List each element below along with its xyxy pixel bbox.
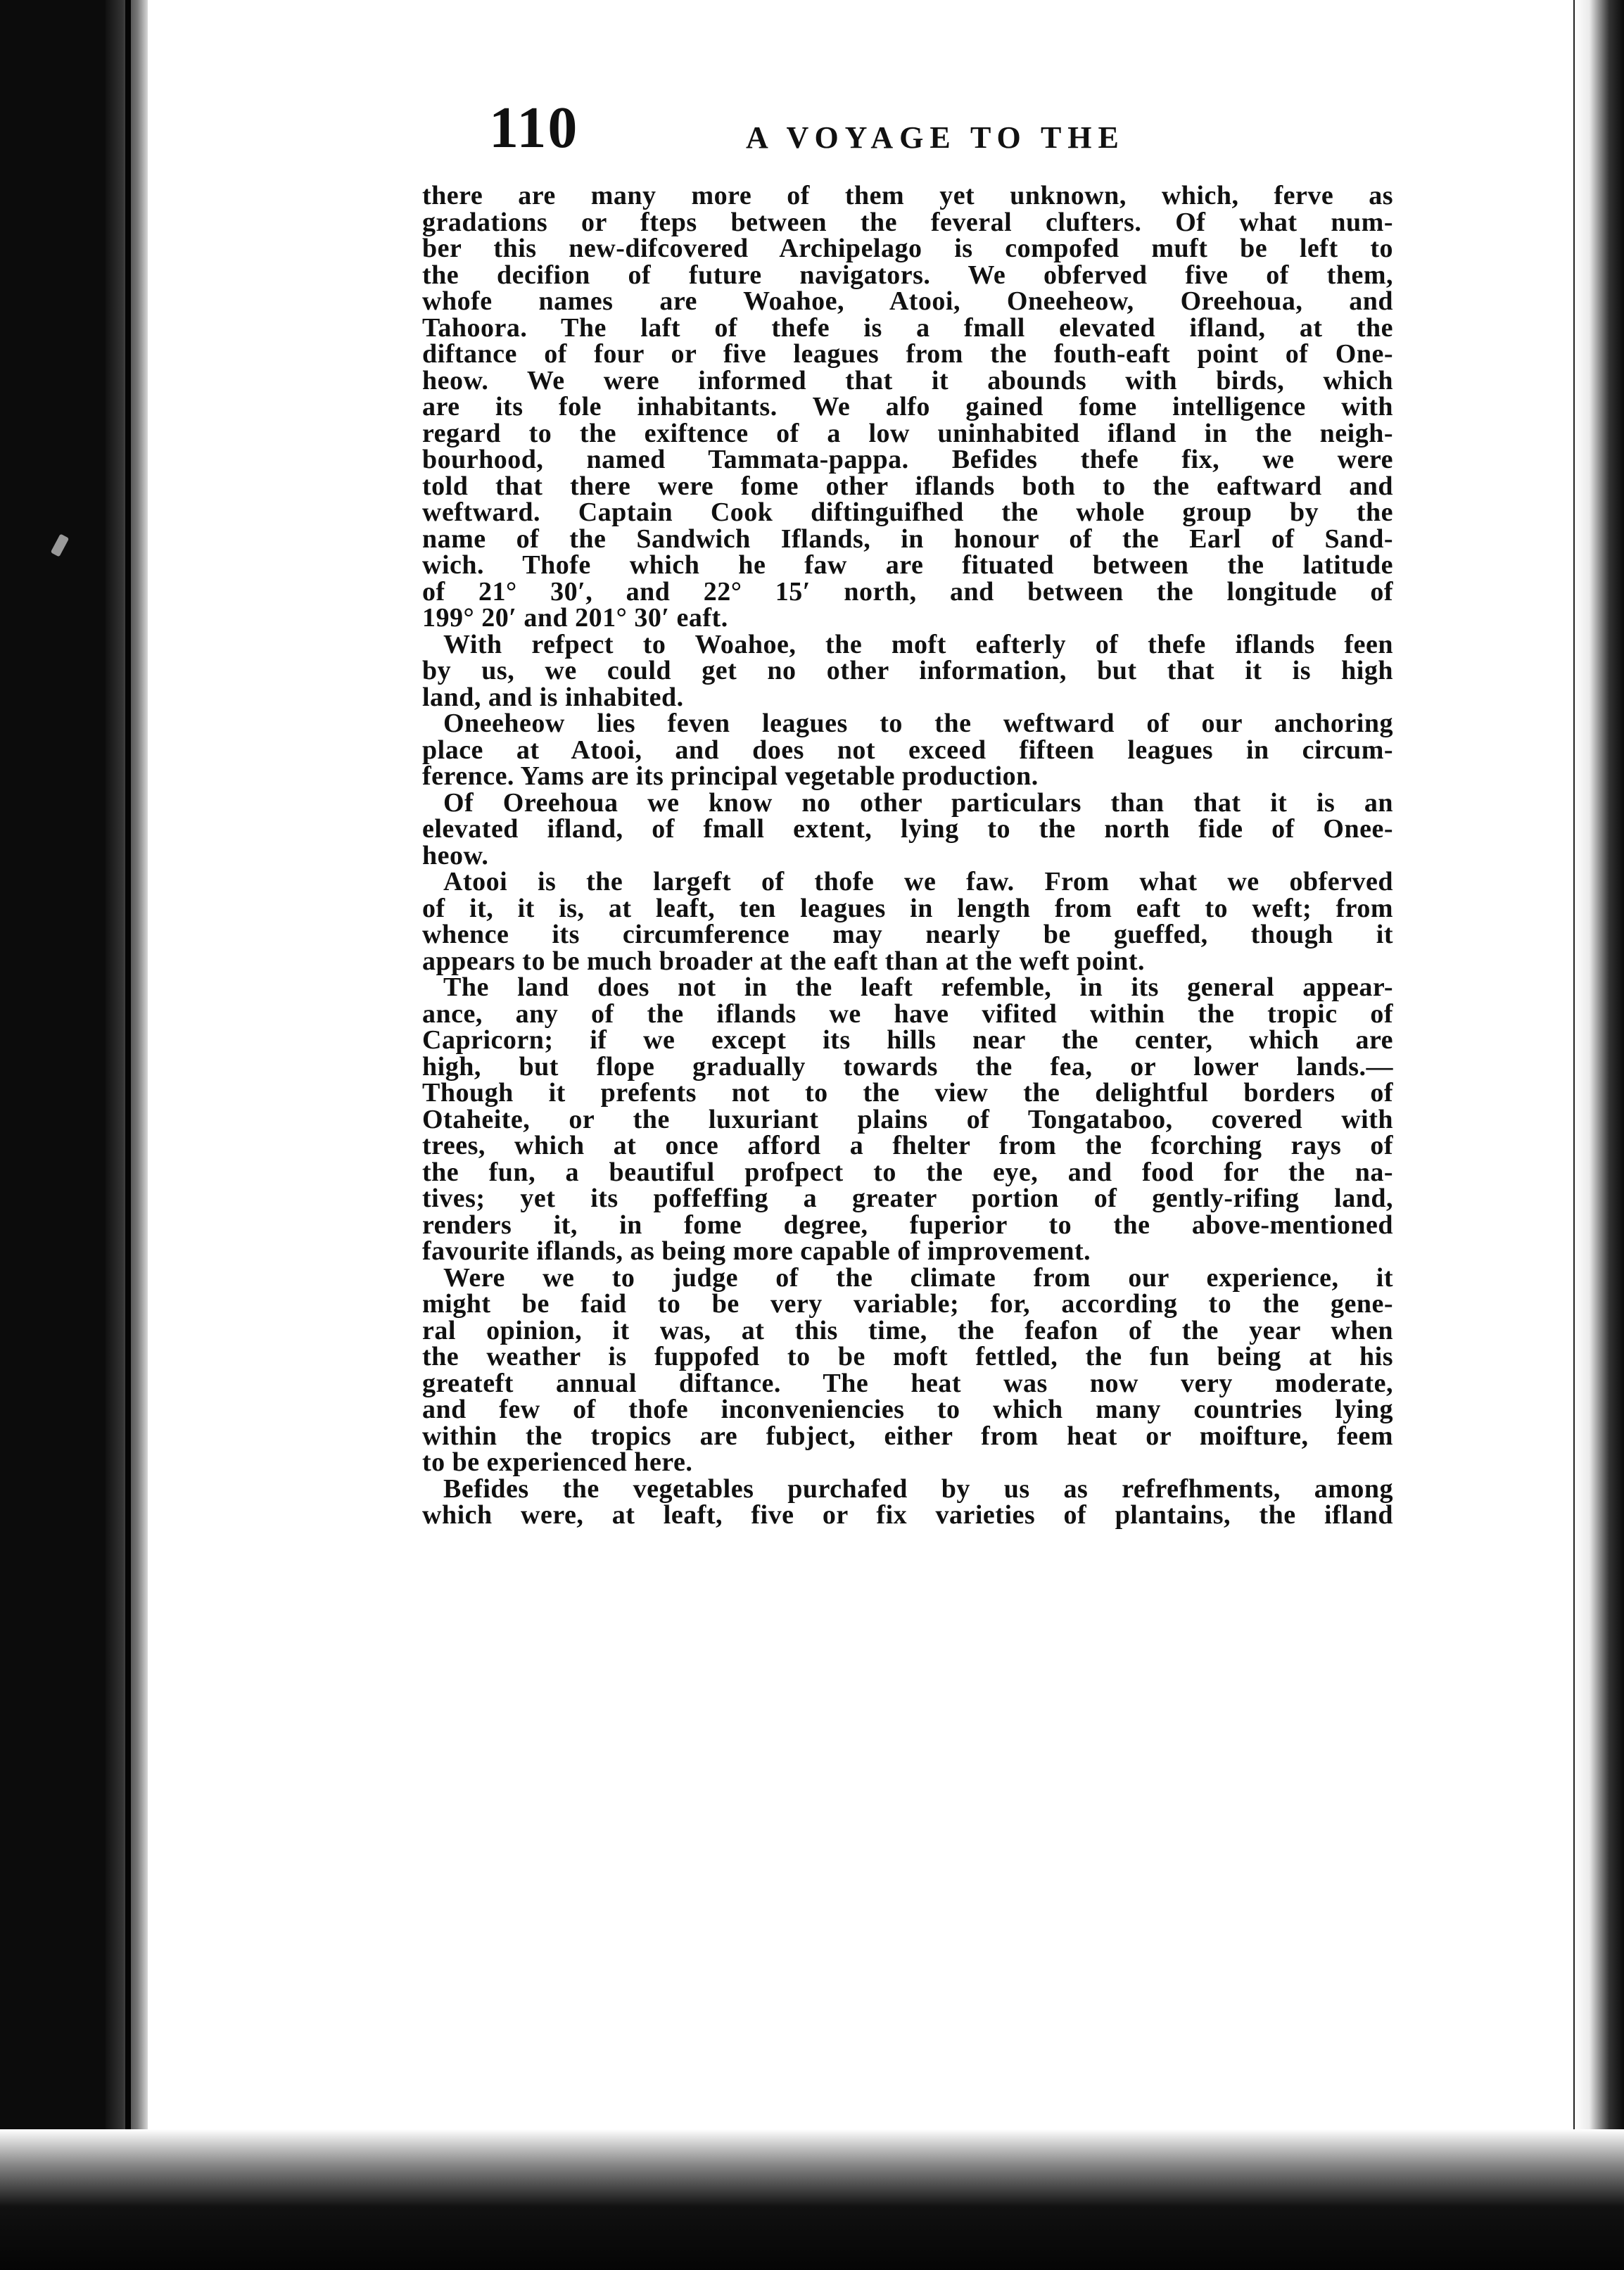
text-line: Were we to judge of the climate from our experience, it — [443, 1262, 1393, 1293]
text-line: Though it prefents not to the view the delightful borders of — [422, 1078, 1393, 1108]
page-content — [422, 95, 1393, 1530]
text-line: 199° 20′ and 201° 30′ eaft. — [422, 603, 728, 633]
text-line: regard to the exiftence of a low uninhabited ifland in the neigh- — [422, 418, 1393, 448]
running-title: A VOYAGE TO THE — [746, 120, 1125, 155]
text-line: whence its circumference may nearly be gueffed, though it — [422, 920, 1393, 949]
text-line: and few of thofe inconveniencies to which many countries lying — [422, 1395, 1393, 1424]
text-line: renders it, in fome degree, fuperior to the above-mentioned — [422, 1210, 1393, 1240]
scanner-background-bottom — [0, 2129, 1624, 2270]
running-head — [422, 95, 1393, 183]
text-line: place at Atooi, and does not exceed fifteen leagues in circum- — [422, 735, 1393, 765]
text-line: ber this new-difcovered Archipelago is compofed muft be left to — [422, 234, 1393, 263]
text-line: Tahoora. The laft of thefe is a fmall elevated ifland, at the — [422, 312, 1393, 343]
text-line: ance, any of the iflands we have vifited within the tropic of — [422, 998, 1393, 1029]
text-line: might be faid to be very variable; for, according to the gene- — [422, 1289, 1393, 1319]
text-line: gradations or fteps between the feveral clufters. Of what num- — [422, 207, 1393, 237]
text-line: heow. — [422, 840, 489, 870]
text-line: diftance of four or five leagues from the fouth-eaft point of One- — [422, 339, 1393, 369]
text-line: Capricorn; if we except its hills near the center, which are — [422, 1025, 1393, 1055]
text-line: ral opinion, it was, at this time, the feafon of the year when — [422, 1315, 1393, 1345]
text-line: to be experienced here. — [422, 1447, 693, 1477]
text-line: tives; yet its poffeffing a greater portion of gently-rifing land, — [422, 1184, 1393, 1213]
text-line: by us, we could get no other information, but that it is high — [422, 656, 1393, 685]
text-line: bourhood, named Tammata-pappa. Befides thefe fix, we were — [422, 445, 1393, 474]
text-line: the fun, a beautiful profpect to the eye, and food for the na- — [422, 1157, 1393, 1187]
text-line: ference. Yams are its principal vegetable production. — [422, 761, 1039, 791]
page-edge-shadow-right — [1575, 0, 1624, 2270]
text-line: greateft annual diftance. The heat was now very moderate, — [422, 1368, 1393, 1398]
text-line: of it, it is, at leaft, ten leagues in length from eaft to weft; from — [422, 893, 1393, 923]
text-line: Atooi is the largeft of thofe we faw. From what we obferved — [443, 867, 1393, 896]
scanner-background-left — [0, 0, 106, 2270]
text-line: are its fole inhabitants. We alfo gained fome intelligence with — [422, 392, 1393, 421]
text-line: With refpect to Woahoe, the moft eafterly of thefe iflands feen — [443, 629, 1393, 659]
text-line: appears to be much broader at the eaft than at the weft point. — [422, 946, 1146, 976]
text-line: the decifion of future navigators. We obferved five of them, — [422, 260, 1393, 290]
text-line: high, but flope gradually towards the fea, or lower lands.— — [422, 1051, 1393, 1082]
text-line: Otaheite, or the luxuriant plains of Tongataboo, covered with — [422, 1104, 1393, 1134]
text-line: name of the Sandwich Iflands, in honour of the Earl of Sand- — [422, 524, 1393, 554]
text-line: there are many more of them yet unknown, which, ferve as — [422, 181, 1393, 210]
text-line: heow. We were informed that it abounds with birds, which — [422, 365, 1393, 395]
body-text — [422, 183, 1393, 1529]
text-line: Befides the vegetables purchafed by us as refrefhments, among — [443, 1473, 1393, 1504]
text-line: wich. Thofe which he faw are fituated between the latitude — [422, 550, 1393, 580]
book-spine — [125, 0, 131, 2270]
text-line: elevated ifland, of fmall extent, lying to the north fide of Onee- — [422, 814, 1393, 844]
text-line: which were, at leaft, five or fix varieties of plantains, the ifland — [422, 1500, 1393, 1530]
text-line: of 21° 30′, and 22° 15′ north, and between the longitude of — [422, 576, 1393, 607]
text-line: whofe names are Woahoe, Atooi, Oneeheow, Oreehoua, and — [422, 286, 1393, 316]
text-line: told that there were fome other iflands both to the eaftward and — [422, 471, 1393, 501]
text-line: The land does not in the leaft refemble, in its general appear- — [443, 972, 1393, 1002]
text-line: the weather is fuppofed to be moft fettled, the fun being at his — [422, 1342, 1393, 1371]
text-line: within the tropics are fubject, either from heat or moifture, feem — [422, 1421, 1393, 1451]
text-line: Oneeheow lies feven leagues to the weftward of our anchoring — [443, 709, 1393, 738]
text-line: weftward. Captain Cook diftinguifhed the whole group by the — [422, 497, 1393, 527]
page-number: 110 — [489, 95, 579, 160]
text-line: Of Oreehoua we know no other particulars than that it is an — [443, 787, 1393, 818]
text-line: favourite iflands, as being more capable of improvement. — [422, 1236, 1091, 1266]
text-line: trees, which at once afford a fhelter from the fcorching rays of — [422, 1131, 1393, 1160]
text-line: land, and is inhabited. — [422, 682, 684, 712]
